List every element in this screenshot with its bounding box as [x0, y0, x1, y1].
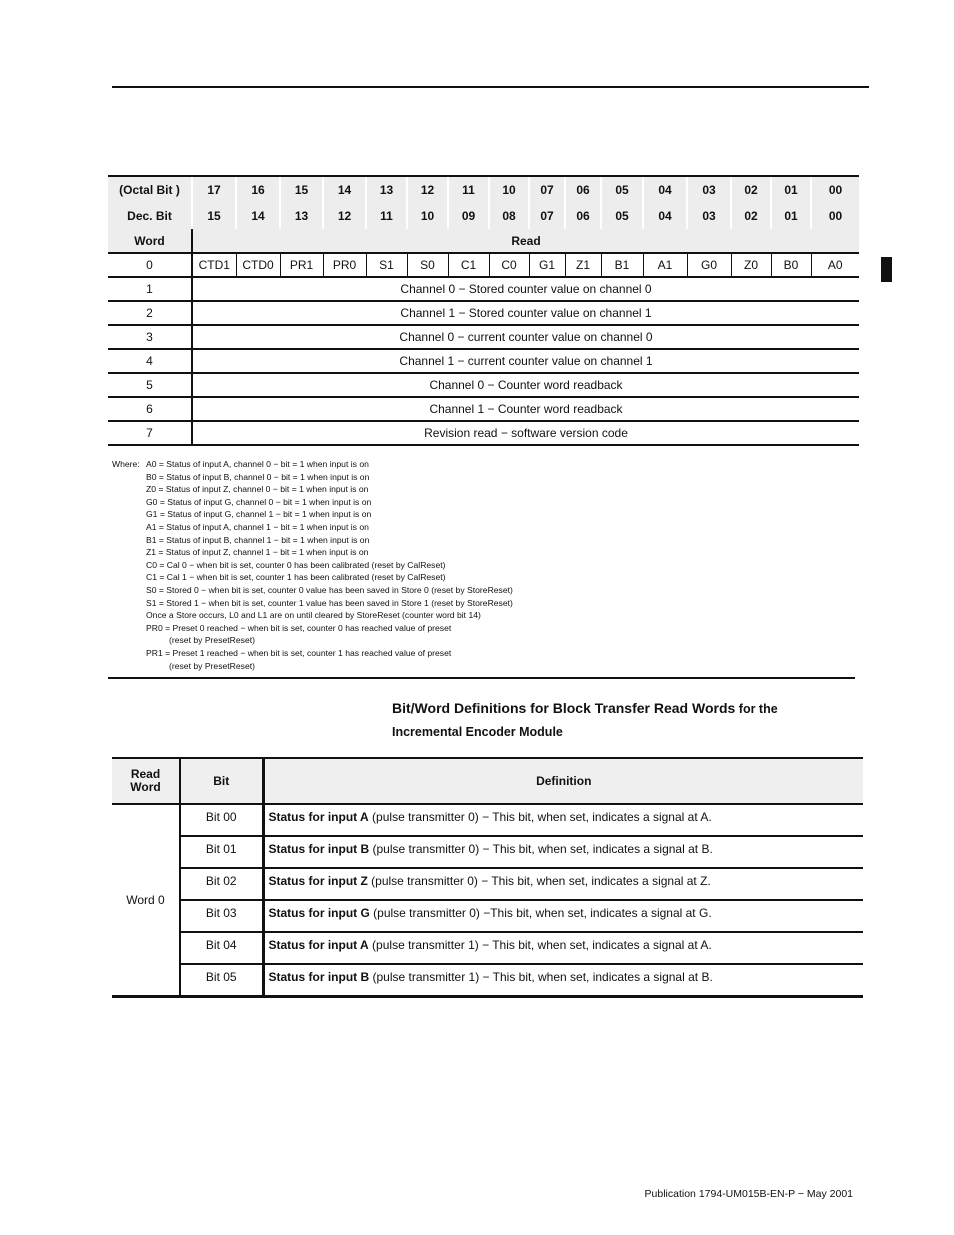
- decimal-bit-cell: 14: [236, 203, 280, 229]
- octal-bit-cell: 03: [687, 176, 731, 203]
- where-label: Where:: [112, 459, 140, 469]
- decimal-bit-cell: 05: [601, 203, 643, 229]
- octal-bit-cell: 11: [448, 176, 489, 203]
- note-line: [112, 496, 852, 509]
- definitions-header-row: [112, 758, 863, 804]
- octal-bit-row: [108, 176, 859, 203]
- note-text: A0 = Status of input A, channel 0 − bit = 1 when input is on: [146, 459, 369, 469]
- section-title-main: Bit/Word Definitions for Block Transfer Read Words: [392, 700, 736, 716]
- bit-name-cell: CTD1: [192, 253, 236, 277]
- octal-bit-cell: 15: [280, 176, 323, 203]
- read-word-cell: Word 0: [112, 804, 180, 997]
- bit-name-cell: C1: [448, 253, 489, 277]
- bit-name-cell: PR0: [323, 253, 366, 277]
- definition-cell: [263, 900, 863, 932]
- word-description: Channel 1 − current counter value on channel 1: [192, 349, 859, 373]
- note-text: B1 = Status of input B, channel 1 − bit = 1 when input is on: [146, 534, 370, 545]
- decimal-bit-cell: 13: [280, 203, 323, 229]
- note-text: (reset by PresetReset): [169, 635, 255, 646]
- header-bit: Bit: [180, 758, 263, 804]
- note-line: [112, 534, 852, 547]
- read-column-header: Read: [192, 229, 859, 253]
- note-line: [112, 597, 852, 610]
- note-text: C1 = Cal 1 − when bit is set, counter 1 has been calibrated (reset by CalReset): [146, 572, 446, 583]
- decimal-bit-cell: 10: [407, 203, 448, 229]
- definition-row: [112, 900, 863, 932]
- note-line: [112, 471, 852, 484]
- decimal-bit-cell: 09: [448, 203, 489, 229]
- decimal-bit-label: Dec. Bit: [108, 203, 192, 229]
- definition-term: Status for input A: [268, 810, 369, 824]
- word-number: 6: [108, 397, 192, 421]
- decimal-bit-cell: 06: [565, 203, 601, 229]
- bit-cell: Bit 03: [180, 900, 263, 932]
- octal-bit-cell: 01: [771, 176, 811, 203]
- note-text: (reset by PresetReset): [169, 660, 255, 671]
- definition-text: (pulse transmitter 1) − This bit, when set, indicates a signal at A.: [368, 938, 712, 952]
- octal-bit-label: (Octal Bit ): [108, 176, 192, 203]
- word-row: [108, 421, 859, 445]
- note-text: PR1 = Preset 1 reached − when bit is set, counter 1 has reached value of preset: [146, 647, 452, 658]
- decimal-bit-cell: 03: [687, 203, 731, 229]
- note-text: S1 = Stored 1 − when bit is set, counter 1 value has been saved in Store 1 (reset by StoreReset): [146, 597, 513, 608]
- section-title: [392, 697, 812, 743]
- definition-cell: [263, 836, 863, 868]
- definition-term: Status for input A: [268, 938, 369, 952]
- note-line: [112, 647, 852, 660]
- word-number: 1: [108, 277, 192, 301]
- word-number: 4: [108, 349, 192, 373]
- octal-bit-cell: 05: [601, 176, 643, 203]
- bit-cell: Bit 00: [180, 804, 263, 836]
- decimal-bit-cell: 04: [643, 203, 687, 229]
- decimal-bit-cell: 08: [489, 203, 529, 229]
- definition-cell: [263, 804, 863, 836]
- octal-bit-cell: 07: [529, 176, 565, 203]
- note-line: [112, 622, 852, 635]
- bit-name-cell: B1: [601, 253, 643, 277]
- decimal-bit-cell: 07: [529, 203, 565, 229]
- octal-bit-cell: 12: [407, 176, 448, 203]
- word-description: Channel 0 − current counter value on channel 0: [192, 325, 859, 349]
- definition-text: (pulse transmitter 1) − This bit, when set, indicates a signal at B.: [369, 970, 713, 984]
- section-title-suffix: for the: [735, 702, 778, 716]
- note-line: [112, 546, 852, 559]
- octal-bit-cell: 02: [731, 176, 771, 203]
- note-text: Z1 = Status of input Z, channel 1 − bit = 1 when input is on: [146, 547, 369, 558]
- note-line: [112, 559, 852, 572]
- definition-text: (pulse transmitter 0) − This bit, when set, indicates a signal at Z.: [367, 874, 711, 888]
- bit-map-table: [108, 175, 859, 446]
- bit-name-cell: Z0: [731, 253, 771, 277]
- decimal-bit-cell: 01: [771, 203, 811, 229]
- bit-definitions-notes: [112, 458, 852, 672]
- chapter-tab-marker: [881, 257, 892, 282]
- bit-name-cell: S1: [366, 253, 407, 277]
- word-read-header-row: [108, 229, 859, 253]
- definition-text: (pulse transmitter 0) − This bit, when set, indicates a signal at A.: [368, 810, 712, 824]
- bit-name-cell: B0: [771, 253, 811, 277]
- definition-row: [112, 964, 863, 997]
- bit-cell: Bit 01: [180, 836, 263, 868]
- bit-name-cell: G1: [529, 253, 565, 277]
- note-text: C0 = Cal 0 − when bit is set, counter 0 has been calibrated (reset by CalReset): [146, 559, 446, 570]
- decimal-bit-cell: 02: [731, 203, 771, 229]
- definition-row: [112, 868, 863, 900]
- octal-bit-cell: 13: [366, 176, 407, 203]
- note-line: [112, 660, 852, 673]
- bit-name-cell: PR1: [280, 253, 323, 277]
- top-rule: [112, 86, 869, 88]
- note-text: A1 = Status of input A, channel 1 − bit = 1 when input is on: [146, 521, 369, 532]
- definition-term: Status for input B: [268, 842, 370, 856]
- publication-footer: Publication 1794-UM015B-EN-P − May 2001: [644, 1188, 853, 1200]
- word-number: 3: [108, 325, 192, 349]
- octal-bit-cell: 10: [489, 176, 529, 203]
- definition-text: (pulse transmitter 0) −This bit, when set, indicates a signal at G.: [369, 906, 712, 920]
- note-line: [112, 458, 852, 471]
- definitions-table: [112, 757, 863, 998]
- definition-row: [112, 836, 863, 868]
- decimal-bit-row: [108, 203, 859, 229]
- word-number: 2: [108, 301, 192, 325]
- decimal-bit-cell: 00: [811, 203, 859, 229]
- note-line: [112, 584, 852, 597]
- note-text: S0 = Stored 0 − when bit is set, counter 0 value has been saved in Store 0 (reset by StoreReset): [146, 584, 513, 595]
- note-text: Z0 = Status of input Z, channel 0 − bit = 1 when input is on: [146, 484, 369, 495]
- definition-row: [112, 804, 863, 836]
- section-title-line2: Incremental Encoder Module: [392, 725, 563, 739]
- bit-cell: Bit 04: [180, 932, 263, 964]
- word-column-header: Word: [108, 229, 192, 253]
- bit-cell: Bit 05: [180, 964, 263, 997]
- bit-name-cell: A0: [811, 253, 859, 277]
- bit-name-cell: S0: [407, 253, 448, 277]
- decimal-bit-cell: 15: [192, 203, 236, 229]
- note-text: G0 = Status of input G, channel 0 − bit = 1 when input is on: [146, 496, 372, 507]
- word-row: [108, 325, 859, 349]
- word-row: [108, 397, 859, 421]
- octal-bit-cell: 04: [643, 176, 687, 203]
- bit-name-cell: CTD0: [236, 253, 280, 277]
- note-text: Once a Store occurs, L0 and L1 are on until cleared by StoreReset (counter word bit 14): [146, 610, 481, 621]
- word-description: Channel 0 − Stored counter value on channel 0: [192, 277, 859, 301]
- word-number: 5: [108, 373, 192, 397]
- bit-name-cell: Z1: [565, 253, 601, 277]
- bit-name-cell: G0: [687, 253, 731, 277]
- octal-bit-cell: 06: [565, 176, 601, 203]
- note-text: B0 = Status of input B, channel 0 − bit = 1 when input is on: [146, 471, 370, 482]
- word-row: [108, 301, 859, 325]
- word-number: 0: [108, 253, 192, 277]
- note-text: PR0 = Preset 0 reached − when bit is set, counter 0 has reached value of preset: [146, 622, 452, 633]
- definition-term: Status for input G: [268, 906, 370, 920]
- notes-rule: [108, 677, 855, 679]
- word-row: [108, 373, 859, 397]
- word-number: 7: [108, 421, 192, 445]
- bit-cell: Bit 02: [180, 868, 263, 900]
- word-description: Channel 1 − Counter word readback: [192, 397, 859, 421]
- definition-cell: [263, 964, 863, 997]
- definition-term: Status for input Z: [268, 874, 368, 888]
- note-line: [112, 571, 852, 584]
- octal-bit-cell: 14: [323, 176, 366, 203]
- note-line: [112, 634, 852, 647]
- definition-term: Status for input B: [268, 970, 370, 984]
- note-line: [112, 508, 852, 521]
- bit-name-cell: C0: [489, 253, 529, 277]
- header-definition: Definition: [263, 758, 863, 804]
- definition-cell: [263, 932, 863, 964]
- octal-bit-cell: 00: [811, 176, 859, 203]
- word-description: Revision read − software version code: [192, 421, 859, 445]
- word-row: [108, 349, 859, 373]
- octal-bit-cell: 16: [236, 176, 280, 203]
- word-description: Channel 1 − Stored counter value on channel 1: [192, 301, 859, 325]
- word-0-row: [108, 253, 859, 277]
- bit-name-cell: A1: [643, 253, 687, 277]
- decimal-bit-cell: 11: [366, 203, 407, 229]
- decimal-bit-cell: 12: [323, 203, 366, 229]
- word-row: [108, 277, 859, 301]
- definition-cell: [263, 868, 863, 900]
- note-line: [112, 521, 852, 534]
- word-description: Channel 0 − Counter word readback: [192, 373, 859, 397]
- note-text: G1 = Status of input G, channel 1 − bit = 1 when input is on: [146, 509, 372, 520]
- note-line: [112, 483, 852, 496]
- note-line: [112, 609, 852, 622]
- definition-text: (pulse transmitter 0) − This bit, when set, indicates a signal at B.: [369, 842, 713, 856]
- octal-bit-cell: 17: [192, 176, 236, 203]
- header-read-word: Read Word: [112, 758, 180, 804]
- definition-row: [112, 932, 863, 964]
